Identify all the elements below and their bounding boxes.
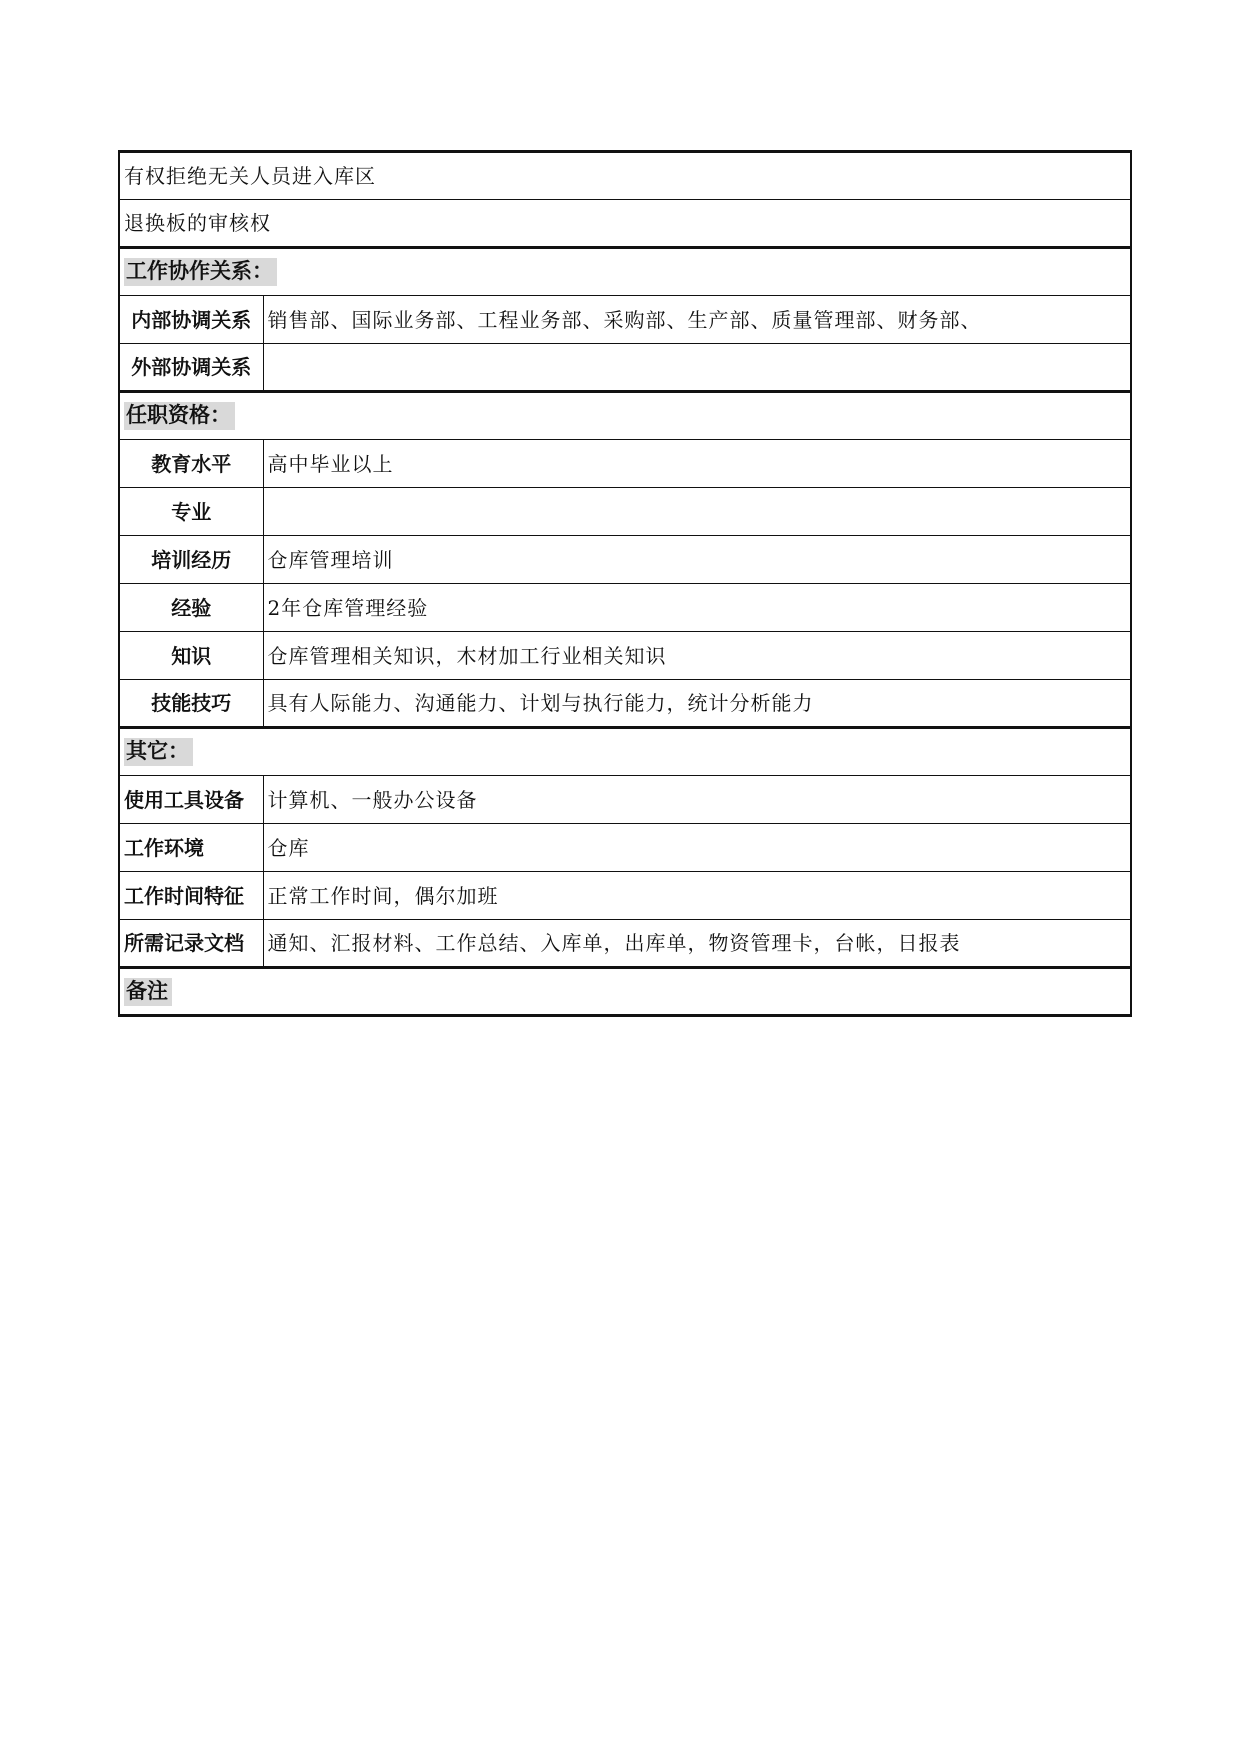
work-time-label: 工作时间特征 [119,872,263,920]
education-label: 教育水平 [119,440,263,488]
records-label: 所需记录文档 [119,920,263,968]
knowledge-label: 知识 [119,632,263,680]
table-row [119,680,1131,728]
major-value [263,488,1131,536]
table-row [119,920,1131,968]
authority-row [119,152,1131,200]
work-time-value: 正常工作时间，偶尔加班 [263,872,1131,920]
major-label: 专业 [119,488,263,536]
skills-value: 具有人际能力、沟通能力、计划与执行能力，统计分析能力 [263,680,1131,728]
experience-label: 经验 [119,584,263,632]
section-header-row [119,392,1131,440]
section-header-row [119,728,1131,776]
table-row [119,584,1131,632]
experience-value: 2年仓库管理经验 [263,584,1131,632]
collaboration-heading: 工作协作关系： [124,258,277,286]
external-coordination-value [263,344,1131,392]
internal-coordination-value: 销售部、国际业务部、工程业务部、采购部、生产部、质量管理部、财务部、 [263,296,1131,344]
section-header-row [119,248,1131,296]
education-value: 高中毕业以上 [263,440,1131,488]
authority-text-1: 有权拒绝无关人员进入库区 [119,152,1131,200]
table-row [119,824,1131,872]
records-value: 通知、汇报材料、工作总结、入库单，出库单，物资管理卡，台帐，日报表 [263,920,1131,968]
training-label: 培训经历 [119,536,263,584]
table-row [119,536,1131,584]
table-row [119,344,1131,392]
tools-equipment-label: 使用工具设备 [119,776,263,824]
tools-equipment-value: 计算机、一般办公设备 [263,776,1131,824]
training-value: 仓库管理培训 [263,536,1131,584]
other-heading: 其它： [124,738,193,766]
notes-row [119,968,1131,1016]
table-row [119,872,1131,920]
internal-coordination-label: 内部协调关系 [119,296,263,344]
table-row [119,776,1131,824]
skills-label: 技能技巧 [119,680,263,728]
notes-heading: 备注 [124,978,172,1006]
work-environment-label: 工作环境 [119,824,263,872]
authority-row [119,200,1131,248]
table-row [119,488,1131,536]
table-row [119,632,1131,680]
work-environment-value: 仓库 [263,824,1131,872]
external-coordination-label: 外部协调关系 [119,344,263,392]
table-row [119,296,1131,344]
authority-text-2: 退换板的审核权 [119,200,1131,248]
qualifications-heading: 任职资格： [124,402,235,430]
knowledge-value: 仓库管理相关知识，木材加工行业相关知识 [263,632,1131,680]
job-description-table [118,150,1132,1017]
table-row [119,440,1131,488]
